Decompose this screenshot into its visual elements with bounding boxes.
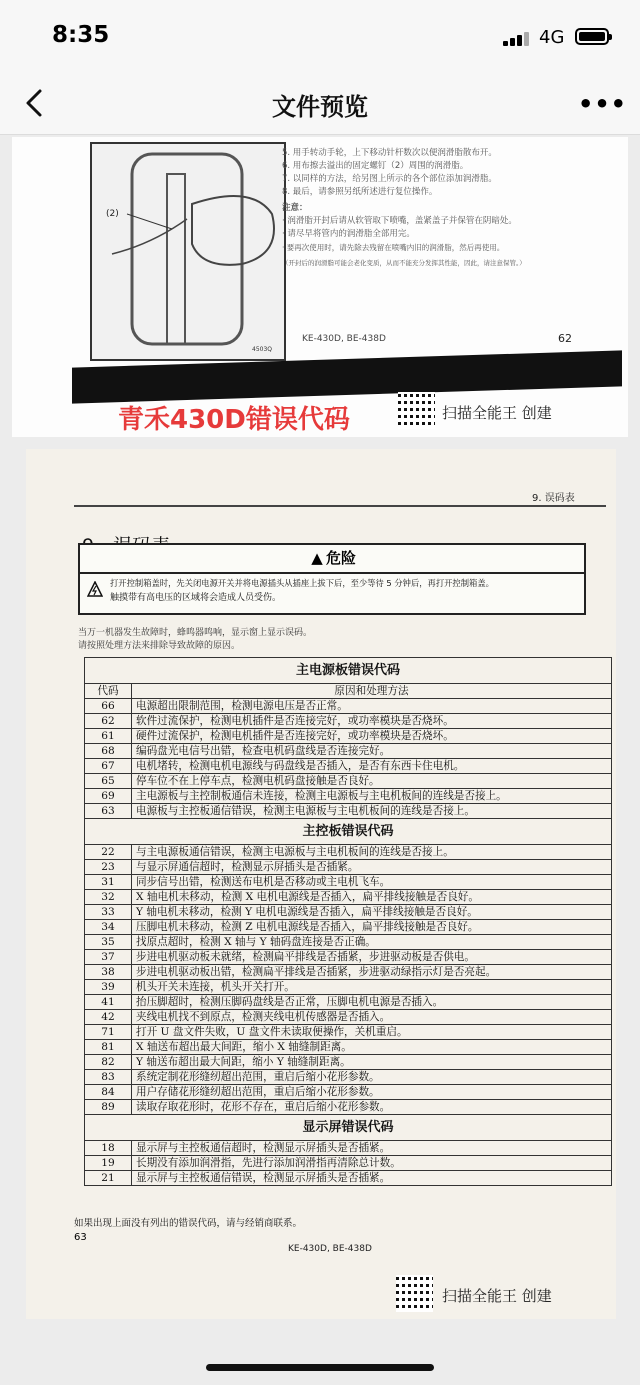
error-code: 62: [85, 714, 132, 729]
table-row: [85, 1156, 612, 1171]
danger-title: 危险: [325, 549, 356, 567]
instruction-line: 8. 最后，请参照另纸所述进行复位操作。: [282, 187, 438, 197]
instruction-line: 注意：: [282, 203, 308, 213]
table-row: [85, 905, 612, 920]
table-row: [85, 1040, 612, 1055]
error-code: 35: [85, 935, 132, 950]
battery-icon: [575, 28, 609, 45]
table-row: [85, 1141, 612, 1156]
error-description: 显示屏与主控板通信超时，检测显示屏插头是否插紧。: [132, 1141, 612, 1156]
error-code: 66: [85, 699, 132, 714]
scanner-credit: 扫描全能王 创建: [442, 1287, 552, 1305]
error-code: 19: [85, 1156, 132, 1171]
error-code: 31: [85, 875, 132, 890]
error-code: 38: [85, 965, 132, 980]
table-row: [85, 1171, 612, 1186]
danger-line: 打开控制箱盖时，先关闭电源开关并将电源插头从插座上拔下后，至少等待 5 分钟后，再打开控制箱盖。: [110, 578, 494, 588]
error-description: Y 轴送布超出最大间距，缩小 Y 轴缝制距离。: [132, 1055, 612, 1070]
error-description: 压脚电机未移动，检测 Z 电机电源线是否插入，扁平排线接触是否良好。: [132, 920, 612, 935]
error-code: 41: [85, 995, 132, 1010]
error-code-table: [84, 657, 612, 1186]
more-button[interactable]: [578, 90, 628, 118]
table-row: [85, 729, 612, 744]
page-title: 文件预览: [272, 93, 368, 121]
error-code: 83: [85, 1070, 132, 1085]
error-code: 89: [85, 1100, 132, 1115]
intro-line: 当万一机器发生故障时，蜂鸣器鸣响，显示窗上显示误码。: [78, 628, 313, 638]
page-number: 63: [74, 1232, 87, 1243]
page-number: 62: [558, 332, 572, 345]
error-description: 步进电机驱动板出错，检测扁平排线是否插紧，步进驱动绿指示灯是否亮起。: [132, 965, 612, 980]
instruction-line: · 请尽早将管内的润滑脂全部用完。: [282, 229, 415, 239]
error-description: 硬件过流保护，检测电机插件是否连接完好，或功率模块是否烧坏。: [132, 729, 612, 744]
intro-line: 请按照处理方法来排除导致故障的原因。: [78, 641, 241, 651]
error-code: 68: [85, 744, 132, 759]
network-type: 4G: [539, 27, 565, 48]
table-row: [85, 1085, 612, 1100]
error-description: 停车位不在上停车点，检测电机码盘接触是否良好。: [132, 774, 612, 789]
document-page-1: [12, 137, 628, 437]
figure-callout: (2): [106, 209, 119, 219]
table-row: [85, 759, 612, 774]
status-bar: [0, 0, 640, 72]
instructions-text: [282, 147, 602, 268]
error-code: 18: [85, 1141, 132, 1156]
error-description: 读取存取花形时，花形不存在，重启后缩小花形参数。: [132, 1100, 612, 1115]
page-footer-model: KE-430D, BE-438D: [302, 334, 386, 344]
table-row: [85, 860, 612, 875]
signal-icon: [503, 30, 533, 46]
error-description: 机头开关未连接，机头开关打开。: [132, 980, 612, 995]
error-code: 34: [85, 920, 132, 935]
table-row: [85, 804, 612, 819]
section-header: 9. 误码表: [532, 493, 575, 504]
error-code: 63: [85, 804, 132, 819]
error-code: 37: [85, 950, 132, 965]
error-description: 电源超出限制范围，检测电源电压是否正常。: [132, 699, 612, 714]
intro-text: [78, 627, 598, 653]
error-description: 步进电机驱动板未就绪，检测扁平排线是否插紧，步进驱动板是否供电。: [132, 950, 612, 965]
error-description: 显示屏与主控板通信错误，检测显示屏插头是否插紧。: [132, 1171, 612, 1186]
error-description: Y 轴电机未移动，检测 Y 电机电源线是否插入，扁平排线接触是否良好。: [132, 905, 612, 920]
page-footer-model: KE-430D, BE-438D: [288, 1244, 372, 1254]
error-description: 电源板与主控板通信错误，检测主电源板与主电机板间的连线是否接上。: [132, 804, 612, 819]
error-code: 42: [85, 1010, 132, 1025]
table-row: [85, 714, 612, 729]
table-row: [85, 1025, 612, 1040]
table-row: [85, 1055, 612, 1070]
error-code: 39: [85, 980, 132, 995]
error-description: 同步信号出错，检测送布电机是否移动或主电机飞车。: [132, 875, 612, 890]
table-row: [85, 1070, 612, 1085]
danger-text: [110, 576, 578, 606]
error-description: 找原点超时，检测 X 轴与 Y 轴码盘连接是否正确。: [132, 935, 612, 950]
error-code: 33: [85, 905, 132, 920]
table-section-title: 主控板错误代码: [85, 819, 612, 845]
instruction-line: · 润滑脂开封后请从软管取下喷嘴，盖紧盖子并保管在阴暗处。: [282, 216, 517, 226]
table-row: [85, 890, 612, 905]
error-code: 67: [85, 759, 132, 774]
danger-header: [80, 545, 584, 574]
table-row: [85, 774, 612, 789]
ellipsis-icon: •••: [578, 90, 628, 118]
document-page-2: [26, 449, 616, 1319]
table-row: [85, 935, 612, 950]
qr-code-icon: [398, 392, 435, 429]
error-description: 主电源板与主控制板通信未连接，检测主电源板与主电机板间的连线是否接上。: [132, 789, 612, 804]
error-description: 系统定制花形缝纫超出范围，重启后缩小花形参数。: [132, 1070, 612, 1085]
table-row: [85, 1100, 612, 1115]
danger-box: [78, 543, 586, 615]
error-description: 与显示屏通信超时，检测显示屏插头是否插紧。: [132, 860, 612, 875]
nav-bar: [0, 72, 640, 135]
home-indicator[interactable]: [206, 1364, 434, 1371]
warning-triangle-icon: ▲: [311, 549, 323, 567]
footnote: 如果出现上面没有列出的错误代码，请与经销商联系。: [74, 1218, 303, 1229]
qr-code-icon: [396, 1275, 433, 1312]
error-description: 编码盘光电信号出错，检查电机码盘线是否连接完好。: [132, 744, 612, 759]
table-row: [85, 980, 612, 995]
table-row: [85, 920, 612, 935]
error-description: 夹线电机找不到原点，检测夹线电机传感器是否插入。: [132, 1010, 612, 1025]
error-code: 23: [85, 860, 132, 875]
error-code: 32: [85, 890, 132, 905]
table-row: [85, 995, 612, 1010]
instruction-line: 7. 以同样的方法，给另图上所示的各个部位添加润滑脂。: [282, 174, 497, 184]
error-description: X 轴电机未移动，检测 X 电机电源线是否插入，扁平排线接触是否良好。: [132, 890, 612, 905]
error-code: 22: [85, 845, 132, 860]
table-row: [85, 845, 612, 860]
high-voltage-icon: [87, 581, 103, 597]
error-description: X 轴送布超出最大间距，缩小 X 轴缝制距离。: [132, 1040, 612, 1055]
error-code: 21: [85, 1171, 132, 1186]
error-description: 用户存储花形缝纫超出范围，重启后缩小花形参数。: [132, 1085, 612, 1100]
error-code: 65: [85, 774, 132, 789]
error-description: 与主电源板通信错误，检测主电源板与主电机板间的连线是否接上。: [132, 845, 612, 860]
divider: [74, 505, 606, 507]
figure-id: 4503Q: [252, 346, 272, 353]
table-section-title: 显示屏错误代码: [85, 1115, 612, 1141]
error-description: 抬压脚超时，检测压脚码盘线是否正常，压脚电机电源是否插入。: [132, 995, 612, 1010]
error-description: 打开 U 盘文件失败，U 盘文件未读取便操作，关机重启。: [132, 1025, 612, 1040]
instruction-line: 5. 用手转动手轮，上下移动针杆数次以便润滑脂散布开。: [282, 148, 497, 158]
sewing-machine-figure: [90, 142, 286, 361]
table-row: [85, 1010, 612, 1025]
error-code: 61: [85, 729, 132, 744]
table-row: [85, 699, 612, 714]
error-description: 电机堵转，检测电机电源线与码盘线是否插入，是否有东西卡住电机。: [132, 759, 612, 774]
table-row: [85, 789, 612, 804]
column-header-desc: 原因和处理方法: [132, 684, 612, 699]
table-row: [85, 965, 612, 980]
error-code: 69: [85, 789, 132, 804]
error-code: 81: [85, 1040, 132, 1055]
table-section-title: 主电源板错误代码: [85, 658, 612, 684]
status-time: 8:35: [52, 22, 110, 48]
instruction-line: （开封后的润滑脂可能会老化变质，从而不能充分发挥其性能，因此，请注意保管。）: [282, 259, 526, 267]
error-description: 软件过流保护，检测电机插件是否连接完好，或功率模块是否烧坏。: [132, 714, 612, 729]
instruction-line: · 要再次使用时，请先除去残留在喷嘴内旧的润滑脂，然后再使用。: [282, 243, 505, 252]
error-code: 84: [85, 1085, 132, 1100]
watermark-text: 青禾430D错误代码: [118, 405, 350, 435]
column-header-code: 代码: [85, 684, 132, 699]
error-description: 长期没有添加润滑指，先进行添加润滑指再清除总计数。: [132, 1156, 612, 1171]
danger-line: 触摸带有高电压的区域将会造成人员受伤。: [110, 593, 282, 603]
table-row: [85, 744, 612, 759]
scanner-credit: 扫描全能王 创建: [442, 404, 552, 422]
table-row: [85, 875, 612, 890]
instruction-line: 6. 用布擦去溢出的固定螺钉（2）周围的润滑脂。: [282, 161, 469, 171]
error-code: 82: [85, 1055, 132, 1070]
table-row: [85, 950, 612, 965]
error-code: 71: [85, 1025, 132, 1040]
